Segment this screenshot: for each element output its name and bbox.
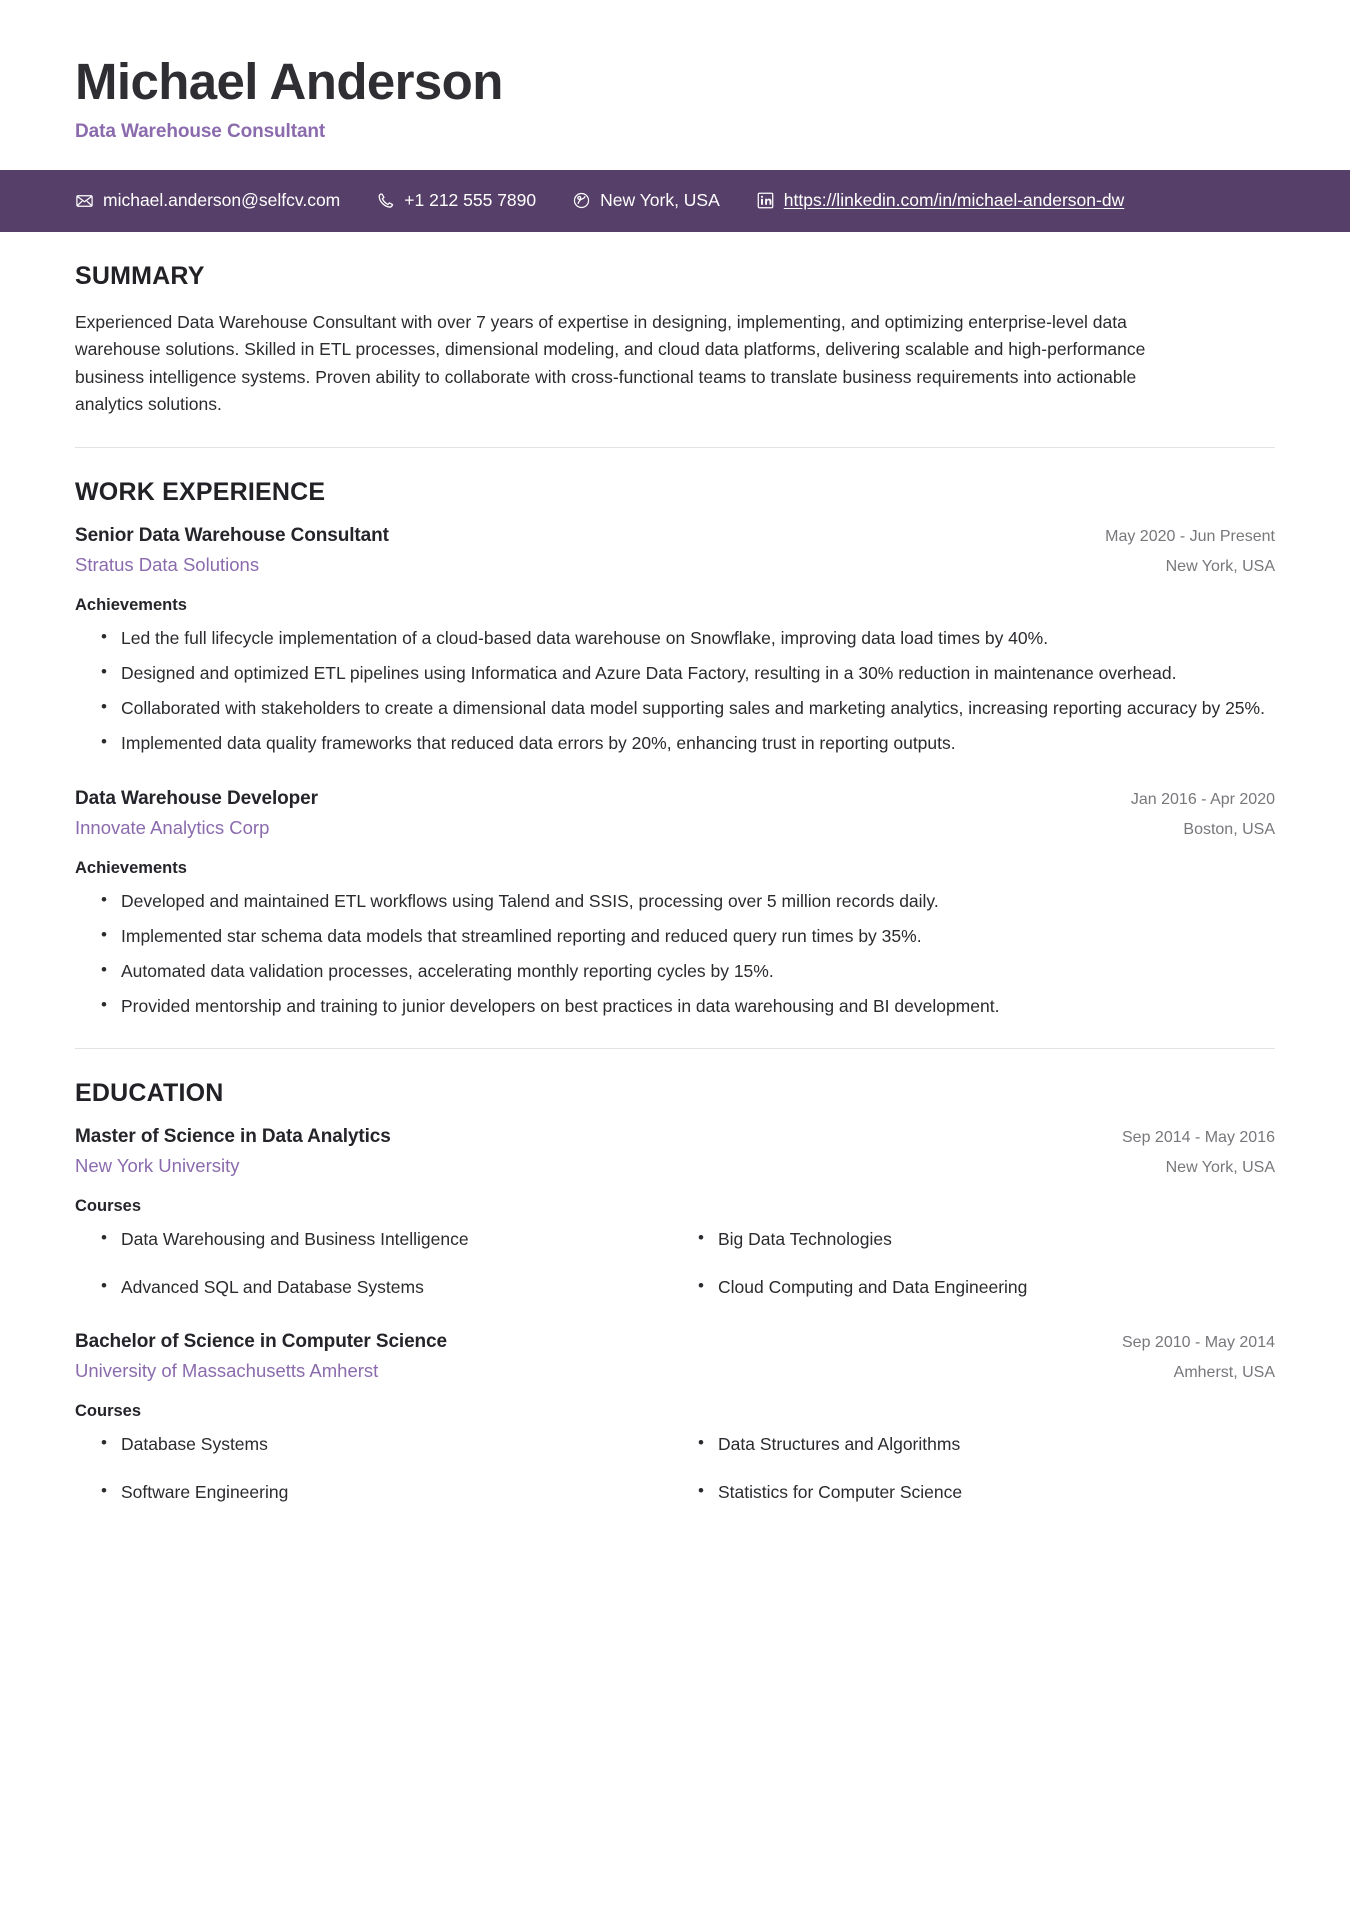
section-heading-work-experience: WORK EXPERIENCE: [75, 478, 326, 507]
resume-body: [0, 232, 1350, 1566]
entry-dates: May 2020 - Jun Present: [1105, 528, 1275, 546]
work-entry: [75, 525, 1275, 758]
linkedin-icon: [756, 191, 775, 210]
achievement-item: • Led the full lifecycle implementation of a cloud-based data warehouse on Snowflake, improving data load times by 40%.: [121, 625, 1275, 652]
entry-location: Amherst, USA: [1173, 1363, 1275, 1381]
contact-item-location: [572, 190, 720, 211]
contact-text: michael.anderson@selfcv.com: [103, 190, 341, 211]
achievement-list: [75, 625, 1275, 758]
entry-title-row: [75, 1126, 1275, 1148]
entry-org-row: [75, 1353, 1275, 1382]
course-list: [75, 1226, 1275, 1301]
envelope-icon: [75, 191, 94, 210]
achievement-item: • Implemented star schema data models that streamlined reporting and reduced query run times by 35%.: [121, 923, 1275, 950]
achievement-item: • Automated data validation processes, accelerating monthly reporting cycles by 15%.: [121, 958, 1275, 985]
entry-title: Senior Data Warehouse Consultant: [75, 525, 389, 547]
resume-header: [0, 0, 1350, 143]
candidate-name: Michael Anderson: [75, 53, 503, 110]
entry-dates: Sep 2014 - May 2016: [1122, 1129, 1275, 1147]
achievement-item: • Developed and maintained ETL workflows using Talend and SSIS, processing over 5 million records daily.: [121, 888, 1275, 915]
section-heading-education: EDUCATION: [75, 1079, 224, 1108]
contact-item-linkedin[interactable]: [756, 190, 1124, 211]
entry-organization: University of Massachusetts Amherst: [75, 1359, 379, 1381]
entry-location: New York, USA: [1165, 558, 1275, 576]
entry-location: Boston, USA: [1183, 820, 1275, 838]
candidate-role: Data Warehouse Consultant: [75, 120, 326, 142]
entry-organization: New York University: [75, 1155, 240, 1177]
achievement-item: • Collaborated with stakeholders to create a dimensional data model supporting sales and marketing analytics, increasing reporting accuracy by 25%.: [121, 695, 1275, 722]
bottom-spacer: [75, 1505, 1275, 1565]
achievement-item: • Implemented data quality frameworks that reduced data errors by 20%, enhancing trust in reporting outputs.: [121, 730, 1275, 757]
entry-organization: Innovate Analytics Corp: [75, 816, 270, 838]
work-entry-list: [75, 525, 1275, 1020]
entry-sub-label: Achievements: [75, 596, 187, 615]
course-item: • Data Structures and Algorithms: [718, 1431, 1275, 1457]
entry-dates: Jan 2016 - Apr 2020: [1130, 790, 1275, 808]
section-work-experience: [75, 448, 1275, 1020]
contact-bar: [0, 170, 1350, 232]
entry-dates: Sep 2010 - May 2014: [1122, 1333, 1275, 1351]
section-summary: [75, 232, 1275, 420]
entry-title-row: [75, 525, 1275, 547]
course-list: [75, 1431, 1275, 1506]
contact-text: +1 212 555 7890: [404, 190, 537, 211]
achievement-item: • Designed and optimized ETL pipelines using Informatica and Azure Data Factory, resulting in a 30% reduction in maintenance overhead.: [121, 660, 1275, 687]
course-item: • Advanced SQL and Database Systems: [121, 1274, 678, 1300]
contact-link-text[interactable]: https://linkedin.com/in/michael-anderson-dw: [783, 190, 1125, 211]
course-item: • Cloud Computing and Data Engineering: [718, 1274, 1275, 1300]
contact-text: New York, USA: [600, 190, 720, 211]
entry-title: Master of Science in Data Analytics: [75, 1126, 391, 1148]
entry-title-row: [75, 788, 1275, 810]
course-item: • Database Systems: [121, 1431, 678, 1457]
education-entry: [75, 1331, 1275, 1506]
entry-title: Data Warehouse Developer: [75, 787, 318, 809]
course-item: • Statistics for Computer Science: [718, 1479, 1275, 1505]
entry-title: Bachelor of Science in Computer Science: [75, 1330, 447, 1352]
entry-org-row: [75, 547, 1275, 576]
phone-icon: [376, 191, 395, 210]
entry-sub-label: Achievements: [75, 858, 187, 877]
education-entry: [75, 1126, 1275, 1301]
work-entry: [75, 788, 1275, 1021]
entry-org-row: [75, 1148, 1275, 1177]
course-item: • Software Engineering: [121, 1479, 678, 1505]
achievement-item: • Provided mentorship and training to junior developers on best practices in data warehousing and BI development.: [121, 993, 1275, 1020]
education-entry-list: [75, 1126, 1275, 1505]
location-icon: [572, 191, 591, 210]
section-education: [75, 1049, 1275, 1505]
entry-sub-label: Courses: [75, 1401, 142, 1420]
course-item: • Data Warehousing and Business Intelligence: [121, 1226, 678, 1252]
achievement-list: [75, 888, 1275, 1021]
entry-organization: Stratus Data Solutions: [75, 554, 260, 576]
course-item: • Big Data Technologies: [718, 1226, 1275, 1252]
entry-title-row: [75, 1331, 1275, 1353]
entry-location: New York, USA: [1165, 1159, 1275, 1177]
entry-sub-label: Courses: [75, 1197, 142, 1216]
contact-item-envelope: [75, 190, 340, 211]
section-heading-summary: SUMMARY: [75, 261, 205, 290]
entry-org-row: [75, 810, 1275, 839]
contact-item-phone: [376, 190, 536, 211]
summary-text: Experienced Data Warehouse Consultant with over 7 years of expertise in designing, implementing, and optimizing enterprise-level data warehouse solutions. Skilled in ETL processes, dimensional modeling, and cloud data platforms, delivering scalable and high-performance business intelligence systems. Proven ability to collaborate with cross-functional teams to translate business requirements into actionable analytics solutions.: [75, 311, 1146, 415]
